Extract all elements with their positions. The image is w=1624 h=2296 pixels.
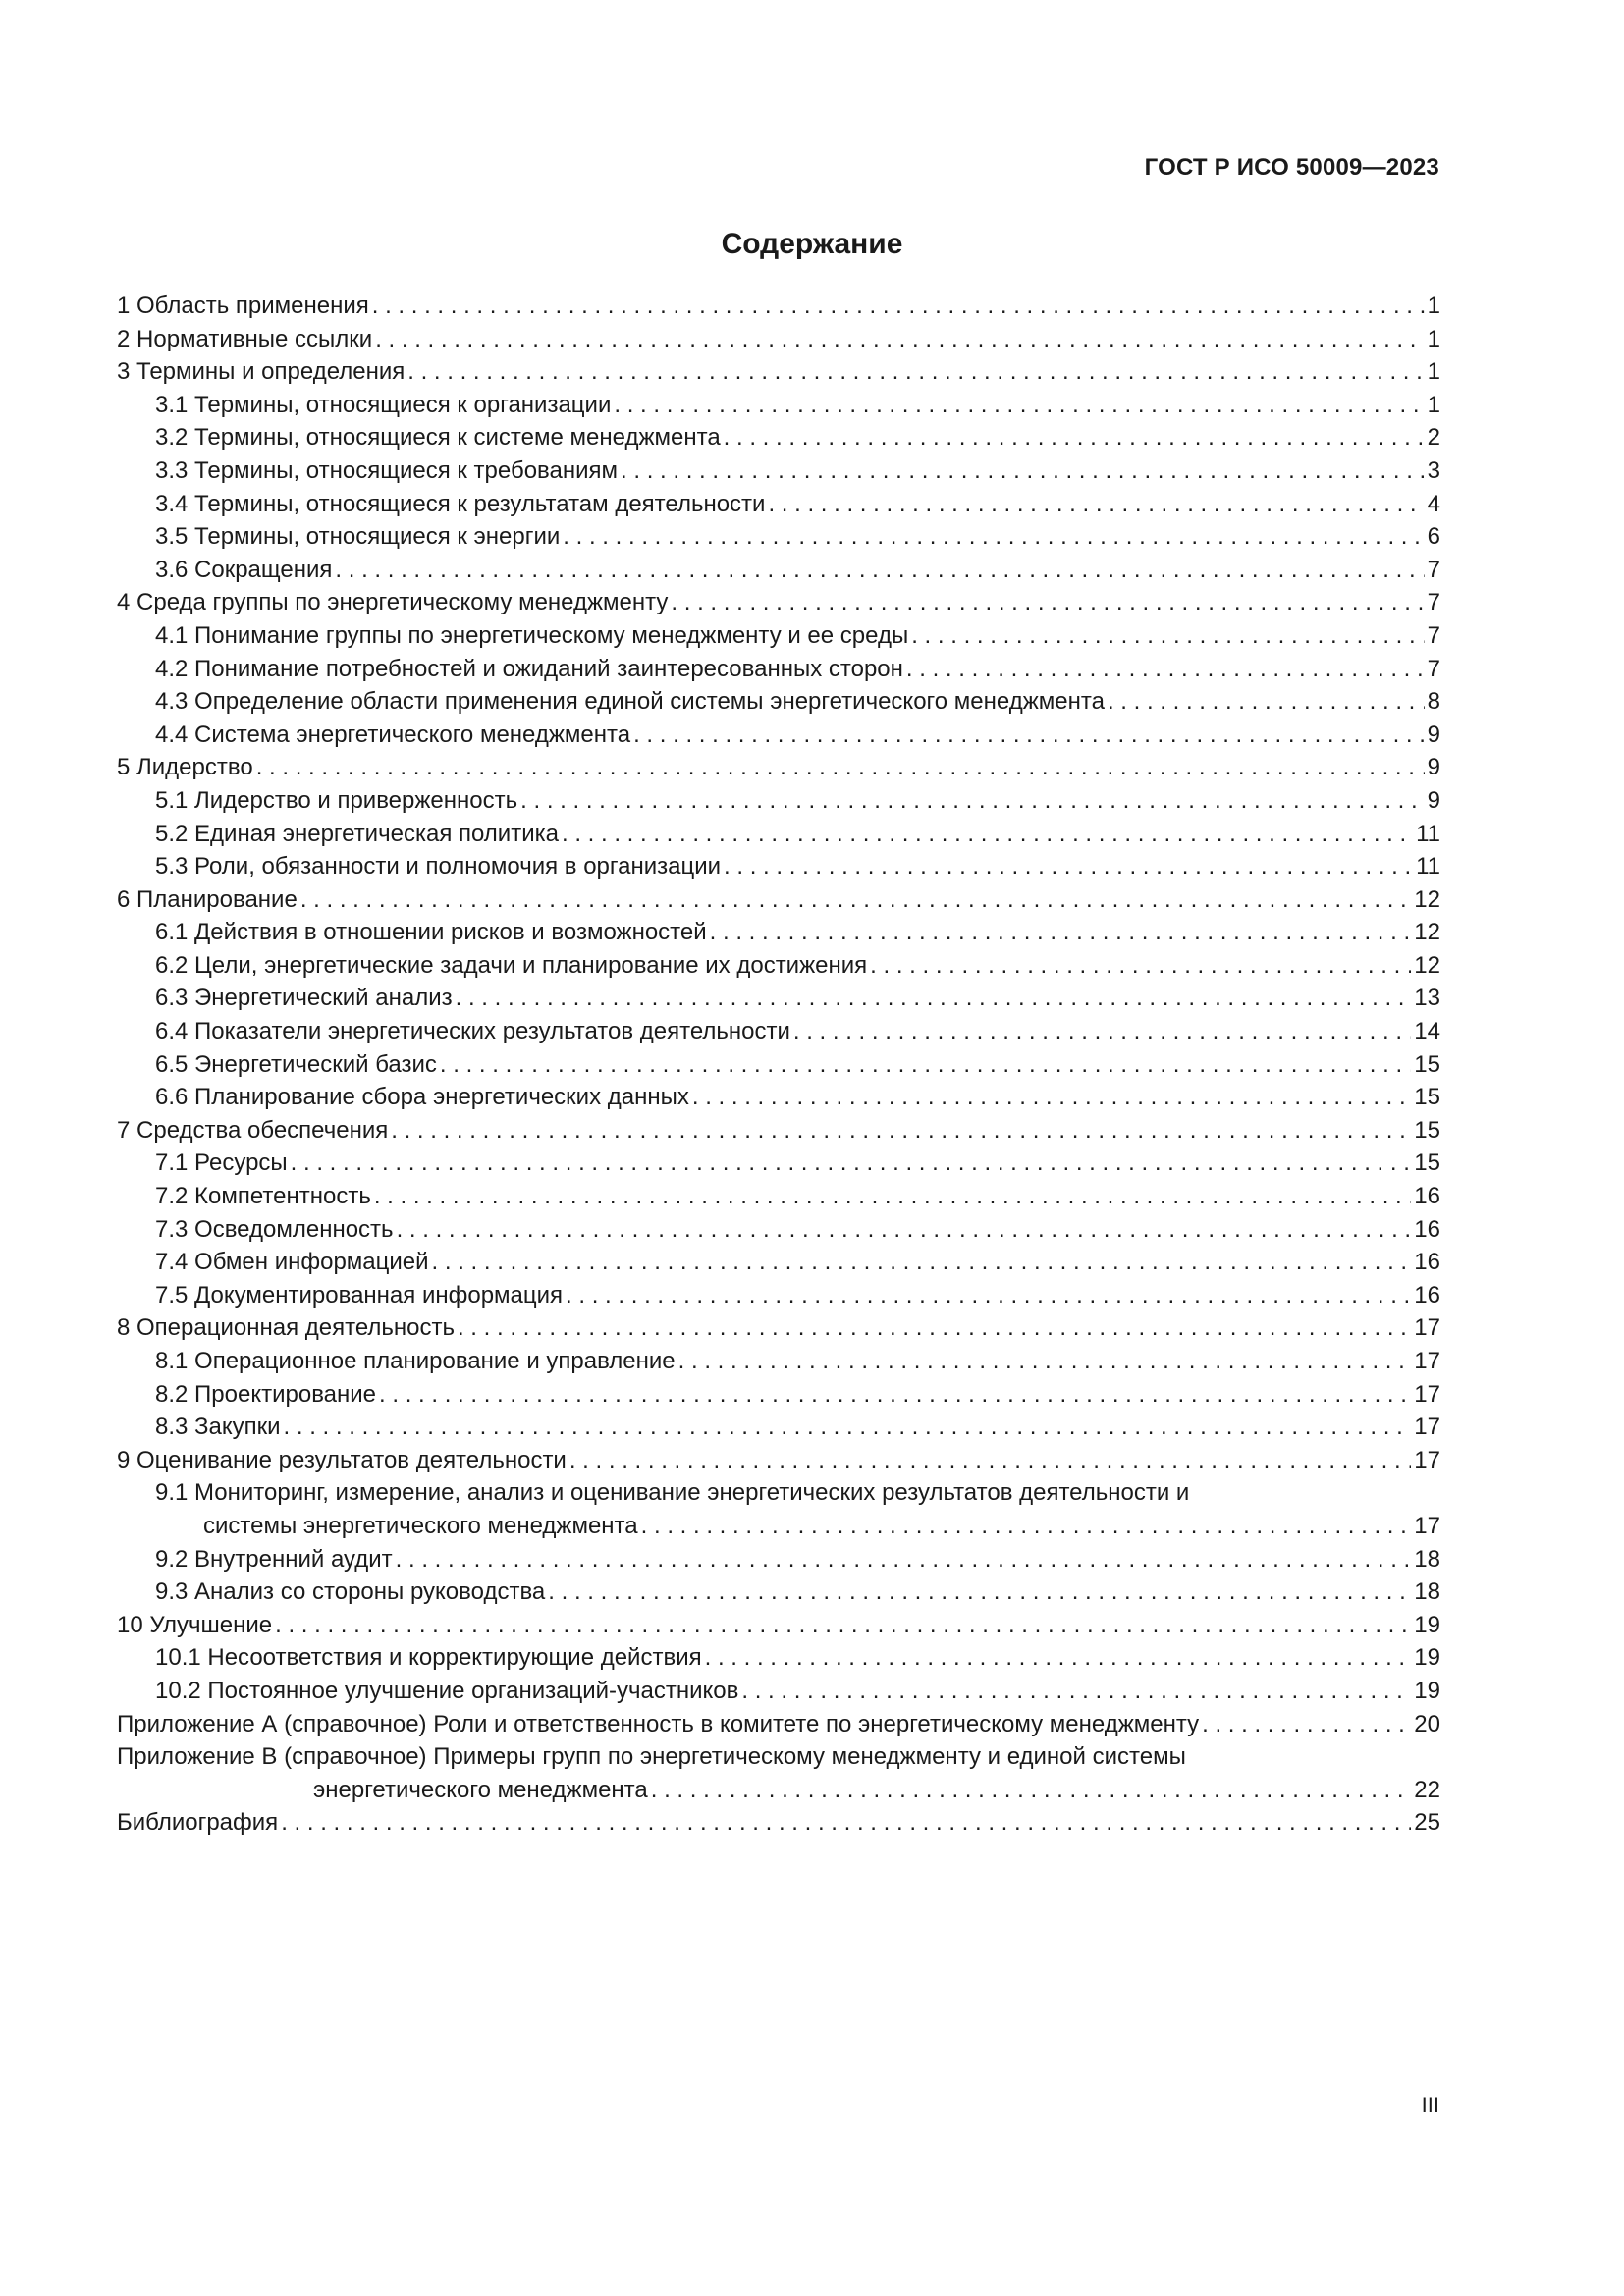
dot-leader xyxy=(870,949,1411,983)
dot-leader xyxy=(372,290,1425,323)
toc-entry-page: 15 xyxy=(1414,1149,1440,1177)
toc-entry-title: 9.1 Мониторинг, измерение, анализ и оценивание энергетических результатов деятельности и xyxy=(155,1479,1190,1507)
toc-entry[interactable] xyxy=(117,619,1440,653)
dot-leader xyxy=(671,586,1424,619)
toc-entry-page: 16 xyxy=(1414,1281,1440,1308)
dot-leader xyxy=(621,454,1425,488)
toc-entry-title: 1 Область применения xyxy=(117,293,369,319)
toc-entry[interactable] xyxy=(117,1378,1440,1412)
toc-entry[interactable] xyxy=(117,421,1440,454)
toc-entry-title: 9 Оценивание результатов деятельности xyxy=(117,1446,567,1473)
toc-entry-title: 5.1 Лидерство и приверженность xyxy=(155,786,518,814)
toc-entry-page: 17 xyxy=(1414,1380,1440,1408)
dot-leader xyxy=(548,1575,1411,1609)
table-of-contents xyxy=(117,290,1440,1840)
dot-leader xyxy=(391,1114,1411,1148)
toc-entry-title: 2 Нормативные ссылки xyxy=(117,325,373,352)
toc-entry-title: 8.2 Проектирование xyxy=(155,1380,377,1408)
toc-entry-page: 16 xyxy=(1414,1249,1440,1276)
toc-entry-page: 16 xyxy=(1414,1183,1440,1210)
toc-entry-page: 22 xyxy=(1414,1776,1440,1803)
toc-entry-title: 7.2 Компетентность xyxy=(155,1183,371,1210)
toc-entry-title: 6 Планирование xyxy=(117,885,298,913)
toc-entry-title: Приложение А (справочное) Роли и ответственность в комитете по энергетическому менеджменту xyxy=(117,1710,1200,1737)
toc-entry-title: 10.1 Несоответствия и корректирующие действия xyxy=(155,1644,702,1672)
dot-leader xyxy=(256,751,1425,784)
dot-leader xyxy=(374,1180,1411,1213)
toc-entry[interactable] xyxy=(117,818,1440,851)
toc-entry-page: 1 xyxy=(1427,293,1440,319)
dot-leader xyxy=(633,719,1425,752)
dot-leader xyxy=(563,520,1424,554)
dot-leader xyxy=(641,1510,1412,1543)
toc-entry[interactable] xyxy=(117,685,1440,719)
toc-entry-page: 19 xyxy=(1414,1611,1440,1638)
toc-entry-page: 2 xyxy=(1427,424,1440,452)
toc-entry[interactable] xyxy=(117,1543,1440,1576)
toc-entry[interactable] xyxy=(117,751,1440,784)
dot-leader xyxy=(456,982,1412,1015)
dot-leader xyxy=(710,916,1412,949)
toc-entry[interactable] xyxy=(117,1411,1440,1444)
toc-entry[interactable] xyxy=(117,1575,1440,1609)
toc-entry-page: 7 xyxy=(1427,621,1440,649)
dot-leader xyxy=(793,1015,1411,1048)
toc-entry-title-continued: энергетического менеджмента xyxy=(313,1776,648,1803)
toc-entry-title: 3.4 Термины, относящиеся к результатам деятельности xyxy=(155,490,766,517)
toc-entry-page: 19 xyxy=(1414,1644,1440,1672)
dot-leader xyxy=(724,421,1425,454)
toc-entry[interactable] xyxy=(117,1806,1440,1840)
toc-entry[interactable] xyxy=(117,1708,1440,1741)
toc-entry-title: 9.3 Анализ со стороны руководства xyxy=(155,1578,546,1606)
dot-leader xyxy=(291,1147,1412,1180)
dot-leader xyxy=(569,1444,1411,1477)
dot-leader xyxy=(768,488,1424,521)
toc-entry[interactable] xyxy=(117,1015,1440,1048)
toc-entry-page: 15 xyxy=(1414,1084,1440,1111)
toc-entry-page: 7 xyxy=(1427,655,1440,682)
toc-entry[interactable] xyxy=(117,520,1440,554)
toc-entry[interactable] xyxy=(117,1180,1440,1213)
toc-entry-title: Библиография xyxy=(117,1809,279,1837)
document-code: ГОСТ Р ИСО 50009—2023 xyxy=(1144,154,1439,181)
toc-entry-title: 10 Улучшение xyxy=(117,1611,273,1638)
toc-entry-page: 18 xyxy=(1414,1578,1440,1606)
toc-entry-title: 3.5 Термины, относящиеся к энергии xyxy=(155,523,561,551)
dot-leader xyxy=(705,1641,1412,1675)
toc-entry-title-continued: системы энергетического менеджмента xyxy=(203,1512,638,1539)
toc-entry[interactable] xyxy=(117,1279,1440,1312)
toc-entry-title: 6.2 Цели, энергетические задачи и планирование их достижения xyxy=(155,951,868,979)
toc-entry-title: 6.5 Энергетический базис xyxy=(155,1050,437,1078)
toc-entry-page: 16 xyxy=(1414,1215,1440,1243)
toc-entry-page: 17 xyxy=(1414,1348,1440,1374)
toc-entry-title: 8.3 Закупки xyxy=(155,1414,281,1441)
dot-leader xyxy=(300,883,1411,917)
toc-entry[interactable] xyxy=(117,488,1440,521)
toc-entry-title: 4.3 Определение области применения единой системы энергетического менеджмента xyxy=(155,688,1105,716)
dot-leader xyxy=(335,554,1424,587)
dot-leader xyxy=(397,1213,1412,1247)
toc-entry[interactable] xyxy=(117,850,1440,883)
toc-entry-page: 7 xyxy=(1427,556,1440,583)
toc-entry[interactable] xyxy=(117,554,1440,587)
toc-entry-page: 7 xyxy=(1427,589,1440,616)
dot-leader xyxy=(440,1048,1411,1082)
toc-entry-page: 17 xyxy=(1414,1446,1440,1473)
toc-entry-page: 15 xyxy=(1414,1050,1440,1078)
toc-entry[interactable] xyxy=(117,1081,1440,1114)
toc-entry[interactable] xyxy=(117,355,1440,389)
toc-entry-page: 3 xyxy=(1427,456,1440,484)
dot-leader xyxy=(562,818,1413,851)
toc-entry-page: 11 xyxy=(1416,853,1440,881)
toc-entry-title: 3.1 Термины, относящиеся к организации xyxy=(155,391,612,418)
toc-entry[interactable] xyxy=(117,949,1440,983)
dot-leader xyxy=(1202,1708,1411,1741)
toc-entry[interactable] xyxy=(117,1740,1440,1806)
dot-leader xyxy=(692,1081,1411,1114)
toc-title: Содержание xyxy=(721,228,903,260)
toc-entry[interactable] xyxy=(117,1114,1440,1148)
dot-leader xyxy=(911,619,1424,653)
toc-entry-title: 8.1 Операционное планирование и управление xyxy=(155,1348,676,1374)
toc-entry-title: 6.1 Действия в отношении рисков и возможностей xyxy=(155,919,707,946)
toc-entry-title: 7.3 Осведомленность xyxy=(155,1215,394,1243)
toc-entry[interactable] xyxy=(117,1345,1440,1378)
dot-leader xyxy=(281,1806,1411,1840)
toc-entry-title: 6.3 Энергетический анализ xyxy=(155,985,453,1012)
dot-leader xyxy=(741,1675,1411,1708)
toc-entry-page: 17 xyxy=(1414,1314,1440,1342)
dot-leader xyxy=(678,1345,1412,1378)
toc-entry-title: 3.3 Термины, относящиеся к требованиям xyxy=(155,456,619,484)
toc-entry[interactable] xyxy=(117,1476,1440,1542)
toc-entry-page: 11 xyxy=(1416,820,1440,847)
dot-leader xyxy=(614,389,1424,422)
toc-entry-title: 4.2 Понимание потребностей и ожиданий заинтересованных сторон xyxy=(155,655,903,682)
toc-entry-title: 7.1 Ресурсы xyxy=(155,1149,288,1177)
toc-entry-title: 4.4 Система энергетического менеджмента xyxy=(155,721,631,748)
toc-entry-page: 12 xyxy=(1414,885,1440,913)
dot-leader xyxy=(407,355,1424,389)
dot-leader xyxy=(375,323,1424,356)
toc-entry[interactable] xyxy=(117,389,1440,422)
toc-entry[interactable] xyxy=(117,454,1440,488)
toc-entry[interactable] xyxy=(117,719,1440,752)
toc-entry-page: 15 xyxy=(1414,1116,1440,1144)
toc-entry-title: 5.2 Единая энергетическая политика xyxy=(155,820,559,847)
toc-entry-title: 6.6 Планирование сбора энергетических данных xyxy=(155,1084,689,1111)
toc-entry[interactable] xyxy=(117,1444,1440,1477)
toc-entry[interactable] xyxy=(117,982,1440,1015)
toc-entry-title: 4.1 Понимание группы по энергетическому менеджменту и ее среды xyxy=(155,621,909,649)
toc-entry-title: 5 Лидерство xyxy=(117,754,253,781)
toc-entry-page: 9 xyxy=(1427,721,1440,748)
toc-entry-page: 14 xyxy=(1414,1018,1440,1045)
toc-entry-page: 20 xyxy=(1414,1710,1440,1737)
page-number: III xyxy=(1421,2093,1439,2117)
toc-entry[interactable] xyxy=(117,586,1440,619)
dot-leader xyxy=(379,1378,1411,1412)
toc-entry[interactable] xyxy=(117,1609,1440,1642)
toc-entry-page: 19 xyxy=(1414,1677,1440,1704)
toc-entry-page: 8 xyxy=(1427,688,1440,716)
dot-leader xyxy=(724,850,1413,883)
toc-entry-page: 13 xyxy=(1414,985,1440,1012)
toc-entry-page: 9 xyxy=(1427,786,1440,814)
toc-entry-title: 5.3 Роли, обязанности и полномочия в организации xyxy=(155,853,722,881)
toc-entry[interactable] xyxy=(117,1246,1440,1279)
toc-entry-title: 7.5 Документированная информация xyxy=(155,1281,564,1308)
toc-entry[interactable] xyxy=(117,653,1440,686)
toc-entry-page: 1 xyxy=(1427,391,1440,418)
toc-entry-title: 4 Среда группы по энергетическому менеджменту xyxy=(117,589,669,616)
toc-entry[interactable] xyxy=(117,1213,1440,1247)
toc-entry[interactable] xyxy=(117,323,1440,356)
toc-entry-title: 3.2 Термины, относящиеся к системе менеджмента xyxy=(155,424,721,452)
toc-entry-title: 6.4 Показатели энергетических результатов деятельности xyxy=(155,1018,790,1045)
toc-entry[interactable] xyxy=(117,290,1440,323)
toc-entry[interactable] xyxy=(117,1048,1440,1082)
toc-entry-page: 9 xyxy=(1427,754,1440,781)
toc-entry-title: 9.2 Внутренний аудит xyxy=(155,1545,393,1573)
toc-entry[interactable] xyxy=(117,1147,1440,1180)
dot-leader xyxy=(432,1246,1412,1279)
dot-leader xyxy=(396,1543,1412,1576)
toc-entry-page: 1 xyxy=(1427,325,1440,352)
toc-entry-page: 12 xyxy=(1414,919,1440,946)
toc-entry[interactable] xyxy=(117,1641,1440,1675)
dot-leader xyxy=(1108,685,1425,719)
toc-entry[interactable] xyxy=(117,883,1440,917)
toc-entry-title: 8 Операционная деятельность xyxy=(117,1314,455,1342)
toc-entry-title: 10.2 Постоянное улучшение организаций-участников xyxy=(155,1677,739,1704)
dot-leader xyxy=(651,1774,1412,1807)
toc-entry[interactable] xyxy=(117,1311,1440,1345)
toc-entry-page: 1 xyxy=(1427,358,1440,386)
toc-entry-title: Приложение В (справочное) Примеры групп по энергетическому менеджменту и единой системы xyxy=(117,1743,1186,1771)
toc-entry-page: 6 xyxy=(1427,523,1440,551)
toc-entry-page: 12 xyxy=(1414,951,1440,979)
toc-entry-title: 3 Термины и определения xyxy=(117,358,406,386)
toc-entry-page: 25 xyxy=(1414,1809,1440,1837)
dot-leader xyxy=(520,784,1425,818)
toc-entry-page: 18 xyxy=(1414,1545,1440,1573)
toc-entry-page: 4 xyxy=(1427,490,1440,517)
toc-entry[interactable] xyxy=(117,1675,1440,1708)
toc-entry-page: 17 xyxy=(1414,1414,1440,1441)
toc-entry-title: 7.4 Обмен информацией xyxy=(155,1249,429,1276)
toc-entry-title: 7 Средства обеспечения xyxy=(117,1116,389,1144)
dot-leader xyxy=(275,1609,1411,1642)
dot-leader xyxy=(566,1279,1411,1312)
toc-entry[interactable] xyxy=(117,916,1440,949)
dot-leader xyxy=(458,1311,1411,1345)
toc-entry-page: 17 xyxy=(1414,1512,1440,1539)
dot-leader xyxy=(906,653,1425,686)
toc-entry[interactable] xyxy=(117,784,1440,818)
dot-leader xyxy=(284,1411,1412,1444)
toc-entry-title: 3.6 Сокращения xyxy=(155,556,333,583)
